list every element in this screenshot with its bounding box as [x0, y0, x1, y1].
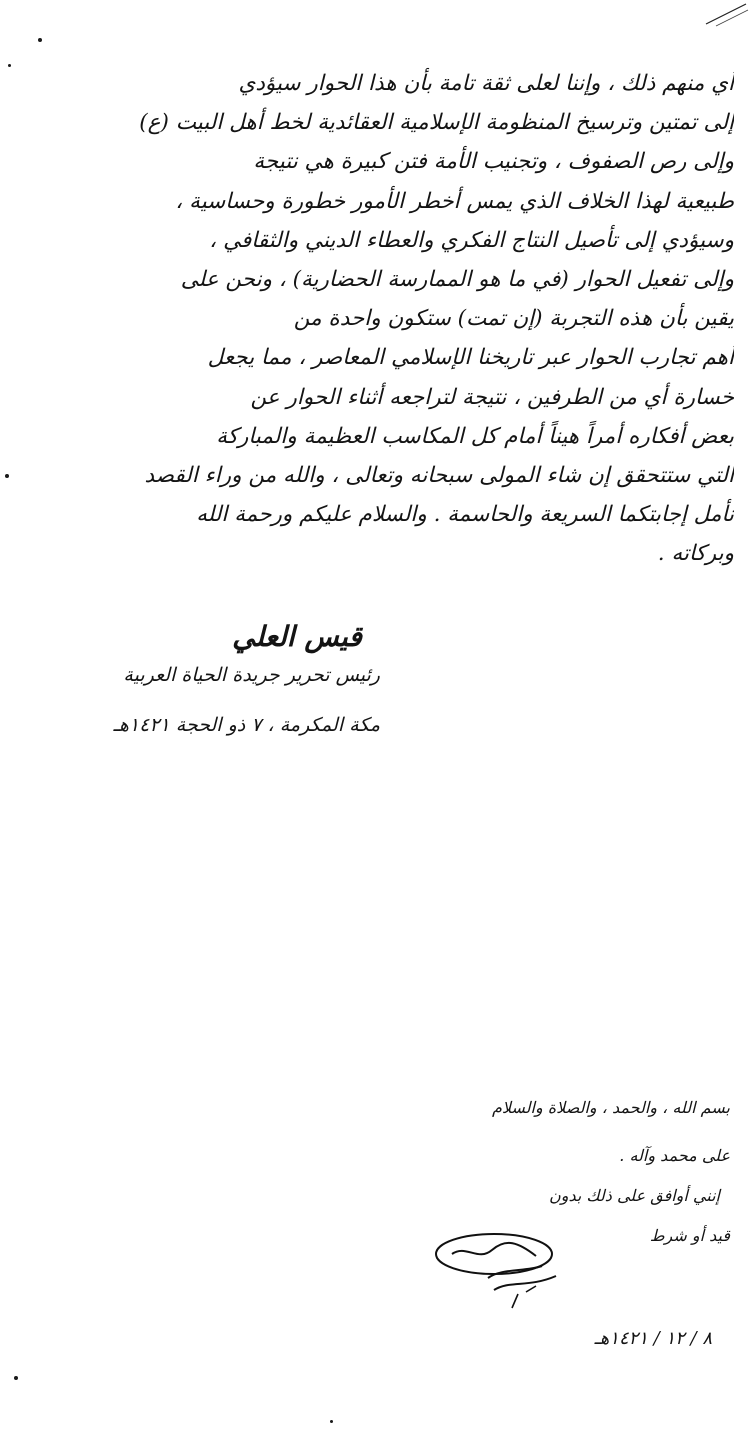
letter-line: وإلى رص الصفوف ، وتجنيب الأمة فتن كبيرة هي نتيجة: [253, 149, 734, 175]
letter-line: التي ستتحقق إن شاء المولى سبحانه وتعالى ، والله من وراء القصد: [144, 462, 734, 488]
letter-line: وسيؤدي إلى تأصيل النتاج الفكري والعطاء الديني والثقافي ،: [209, 227, 734, 253]
letter-line: وبركاته .: [657, 541, 734, 567]
scan-speck: [38, 38, 42, 42]
reply-line: على محمد وآله .: [619, 1146, 730, 1165]
letter-line: بعض أفكاره أمراً هيناً أمام كل المكاسب العظيمة والمباركة: [216, 423, 734, 449]
scan-corner-artifact: [702, 0, 750, 28]
letter-line: أي منهم ذلك ، وإننا لعلى ثقة تامة بأن هذا الحوار سيؤدي: [238, 71, 734, 96]
reply-date: ٨ / ١٢ / ١٤٢١هـ: [594, 1328, 712, 1349]
letter-body: [62, 64, 734, 573]
sender-signature-block: [40, 620, 460, 780]
scan-speck: [5, 474, 9, 478]
scan-speck: [14, 1376, 18, 1380]
letter-line: خسارة أي من الطرفين ، نتيجة لتراجعه أثناء الحوار عن: [250, 384, 734, 410]
sender-place-date: مكة المكرمة ، ٧ ذو الحجة ١٤٢١هـ: [113, 714, 380, 736]
scan-speck: [8, 64, 11, 67]
letter-line: طبيعية لهذا الخلاف الذي يمس أخطر الأمور خطورة وحساسية ،: [175, 188, 734, 214]
letter-line: وإلى تفعيل الحوار (في ما هو الممارسة الحضارية) ، ونحن على: [180, 266, 734, 292]
letter-line: نأمل إجابتكما السريعة والحاسمة . والسلام عليكم ورحمة الله: [196, 502, 734, 528]
letter-line: أهم تجارب الحوار عبر تاريخنا الإسلامي المعاصر ، مما يجعل: [207, 345, 734, 371]
reply-endorsement: [430, 1098, 730, 1368]
letter-line: إلى تمتين وترسيخ المنظومة الإسلامية العقائدية لخط أهل البيت (ع): [139, 110, 734, 136]
sender-name: قيس العلي: [232, 620, 362, 653]
reply-line: قيد أو شرط: [649, 1226, 730, 1245]
reply-line: بسم الله ، والحمد ، والصلاة والسلام: [491, 1098, 730, 1117]
handwritten-signature: [432, 1228, 570, 1318]
reply-line: إنني أوافق على ذلك بدون: [548, 1186, 720, 1205]
sender-title: رئيس تحرير جريدة الحياة العربية: [123, 664, 380, 686]
letter-line: يقين بأن هذه التجربة (إن تمت) ستكون واحدة من: [293, 306, 734, 332]
scan-speck: [330, 1420, 333, 1423]
